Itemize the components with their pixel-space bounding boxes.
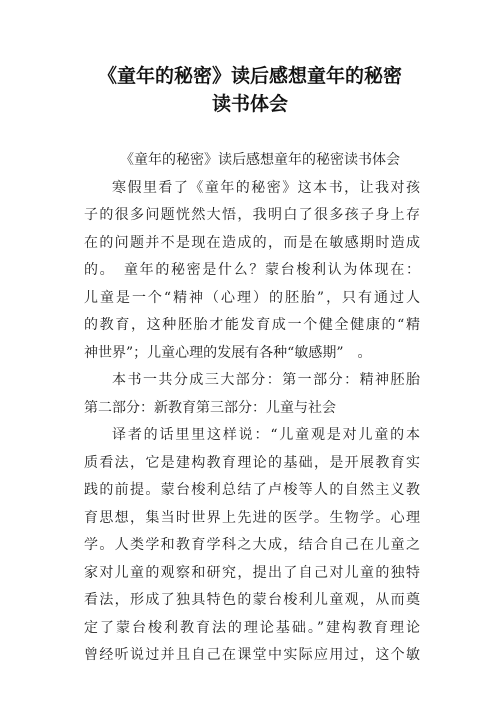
text-line: 神世界”；儿童心理的发展有各种“敏感期” 。 [84,344,372,361]
document-body [84,147,420,670]
text-line: 的教育，这种胚胎才能发育成一个健全健康的“精 [84,317,420,333]
text-line: 译者的话里里这样说：“儿童观是对儿童的本 [112,427,420,443]
title-line-1: 《童年的秘密》读后感想童年的秘密 [97,65,402,87]
text-line: 子的很多问题恍然大悟，我明白了很多孩子身上存 [84,207,420,223]
text-line: 家对儿童的观察和研究，提出了自己对儿童的独特 [84,564,420,581]
text-line: 的。 童年的秘密是什么？蒙台梭利认为体现在： [84,262,420,278]
text-line: 第二部分：新教育第三部分：儿童与社会 [84,399,336,416]
text-line: 《童年的秘密》读后感想童年的秘密读书体会 [120,152,400,168]
text-line: 定了蒙台梭利教育法的理论基础。”建构教育理论 [84,619,420,636]
text-line: 儿童是一个“精神（心理）的胚胎”，只有通过人 [84,289,420,306]
text-line: 学。人类学和教育学科之大成，结合自己在儿童之 [84,537,420,553]
document-title [60,62,440,118]
text-line: 质看法，它是建构教育理论的基础，是开展教育实 [84,454,420,471]
text-line: 寒假里看了《童年的秘密》这本书，让我对孩 [112,179,420,196]
text-line: 育思想，集当时世界上先进的医学。生物学。心理 [84,509,420,526]
text-line: 践的前提。蒙台梭利总结了卢梭等人的自然主义教 [84,482,420,498]
text-line: 看法，形成了独具特色的蒙台梭利儿童观，从而奠 [84,592,420,608]
text-line: 本书一共分成三大部分：第一部分：精神胚胎 [112,372,420,388]
text-line: 在的问题并不是现在造成的，而是在敏感期时造成 [84,234,420,251]
title-line-2: 读书体会 [211,93,288,115]
text-line: 曾经听说过并且自己在课堂中实际应用过，这个敏 [84,647,420,663]
